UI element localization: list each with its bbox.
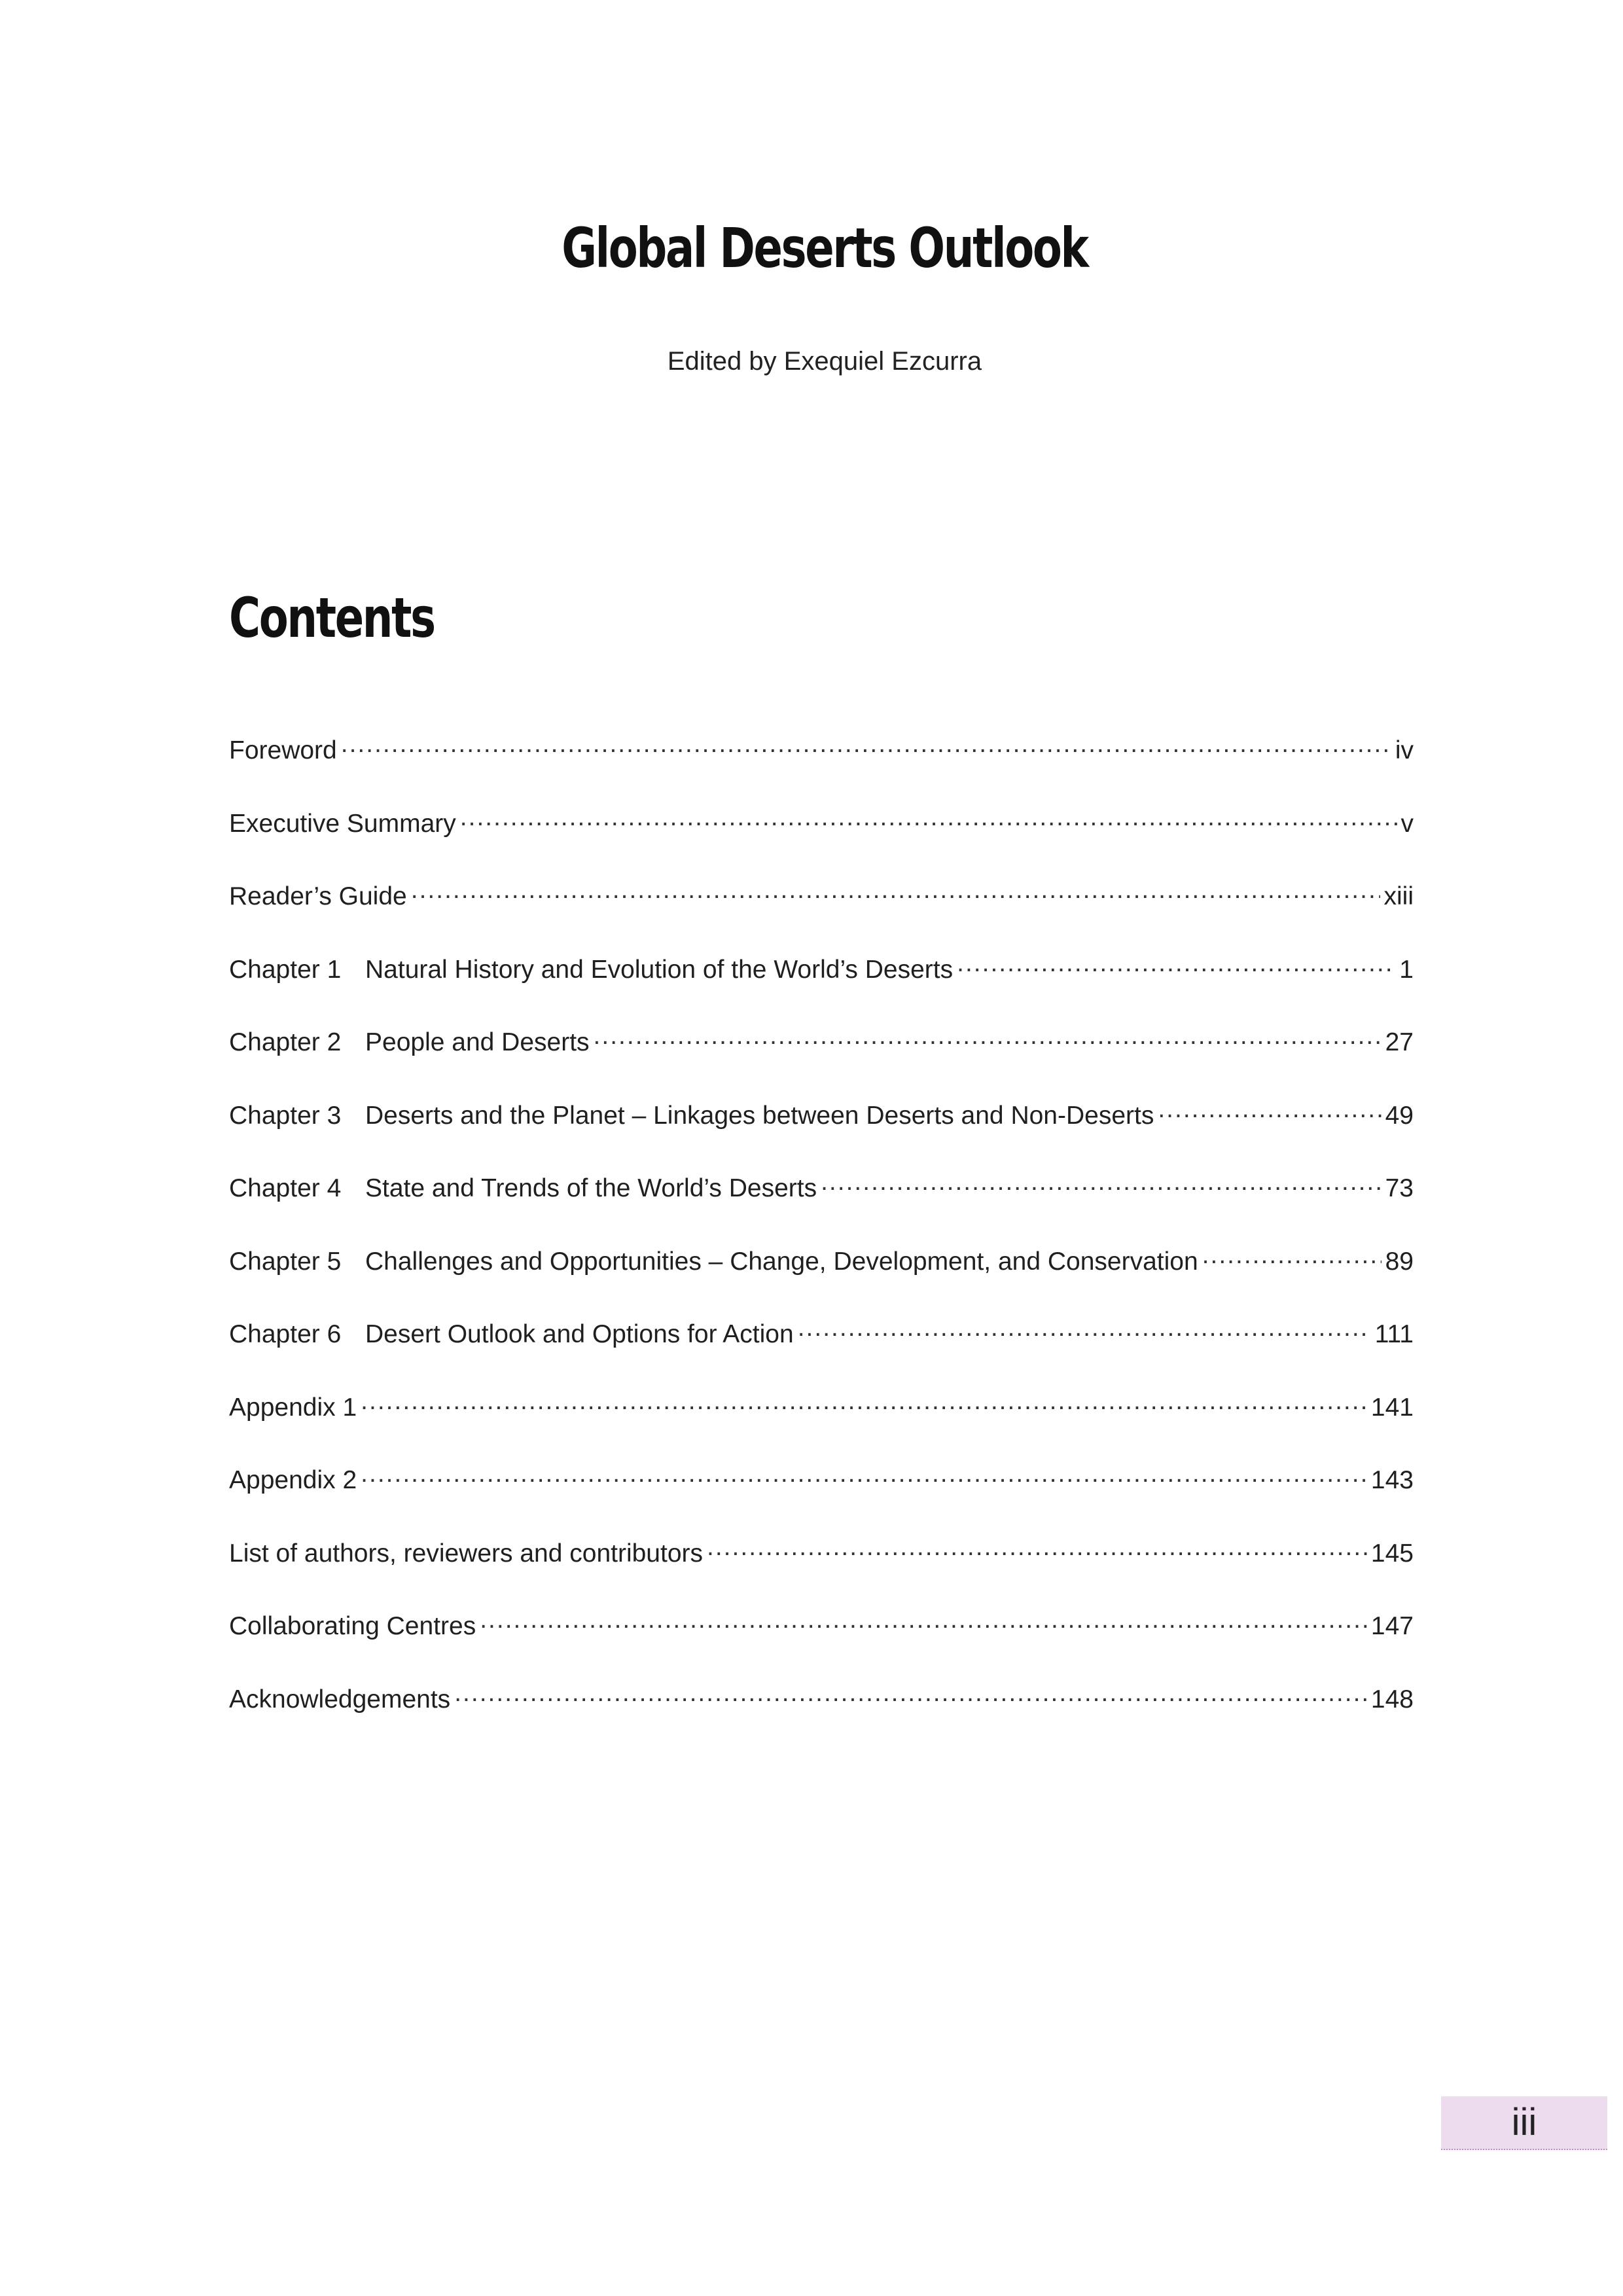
toc-chapter-number: Chapter 1 xyxy=(229,955,342,984)
toc-entry-appendix-1[interactable] xyxy=(229,1390,1414,1463)
toc-entry-page: 49 xyxy=(1385,1101,1414,1130)
toc-chapter-number: Chapter 5 xyxy=(229,1247,342,1276)
toc-entry-chapter-1[interactable] xyxy=(229,952,1414,1026)
toc-chapter-number: Chapter 6 xyxy=(229,1320,342,1348)
dot-leader xyxy=(798,1317,1371,1342)
book-title: Global Deserts Outlook xyxy=(562,216,1088,280)
toc-entry-title: Collaborating Centres xyxy=(229,1612,476,1640)
page-number: iii xyxy=(1511,2101,1537,2144)
toc-entry-chapter-3[interactable] xyxy=(229,1098,1414,1172)
dot-leader xyxy=(594,1025,1382,1050)
editor-credit: Edited by Exequiel Ezcurra xyxy=(667,347,982,376)
toc-entry-title: Reader’s Guide xyxy=(229,882,407,910)
dot-leader xyxy=(454,1682,1367,1708)
toc-entry-page: xiii xyxy=(1383,882,1414,910)
toc-entry-appendix-2[interactable] xyxy=(229,1463,1414,1536)
toc-entry-readers-guide[interactable] xyxy=(229,879,1414,952)
toc-entry-page: 73 xyxy=(1385,1174,1414,1202)
toc-entry-title: List of authors, reviewers and contributors xyxy=(229,1539,704,1568)
toc-entry-page: 148 xyxy=(1370,1685,1414,1713)
toc-entry-executive-summary[interactable] xyxy=(229,806,1414,880)
toc-entry-page: v xyxy=(1400,809,1414,838)
toc-entry-list-of-authors[interactable] xyxy=(229,1536,1414,1609)
toc-entry-foreword[interactable] xyxy=(229,733,1414,806)
table-of-contents xyxy=(229,733,1414,1755)
toc-entry-page: 141 xyxy=(1370,1393,1414,1422)
toc-entry-title: Appendix 2 xyxy=(229,1466,357,1494)
toc-entry-page: 27 xyxy=(1385,1028,1414,1056)
toc-entry-acknowledgements[interactable] xyxy=(229,1682,1414,1755)
toc-entry-title: Deserts and the Planet – Linkages between Deserts and Non-Deserts xyxy=(365,1101,1154,1130)
toc-entry-page: 147 xyxy=(1370,1612,1414,1640)
toc-chapter-number: Chapter 3 xyxy=(229,1101,342,1130)
toc-entry-title: State and Trends of the World’s Deserts xyxy=(365,1174,817,1202)
dot-leader xyxy=(460,806,1397,832)
toc-entry-title: Desert Outlook and Options for Action xyxy=(365,1320,794,1348)
toc-entry-page: iv xyxy=(1395,736,1414,764)
dot-leader xyxy=(1202,1244,1382,1270)
toc-entry-title: Natural History and Evolution of the World’s Deserts xyxy=(365,955,954,984)
toc-entry-chapter-4[interactable] xyxy=(229,1171,1414,1244)
dot-leader xyxy=(707,1536,1367,1562)
toc-entry-chapter-5[interactable] xyxy=(229,1244,1414,1318)
toc-entry-page: 111 xyxy=(1374,1320,1414,1348)
toc-entry-page: 1 xyxy=(1399,955,1414,984)
toc-entry-collaborating-centres[interactable] xyxy=(229,1609,1414,1682)
toc-chapter-number: Chapter 4 xyxy=(229,1174,342,1202)
toc-entry-title: Challenges and Opportunities – Change, Development, and Conservation xyxy=(365,1247,1198,1276)
toc-entry-chapter-2[interactable] xyxy=(229,1025,1414,1098)
dot-leader xyxy=(480,1609,1367,1634)
toc-entry-chapter-6[interactable] xyxy=(229,1317,1414,1390)
dot-leader xyxy=(1158,1098,1381,1124)
dot-leader xyxy=(361,1390,1367,1416)
toc-entry-page: 143 xyxy=(1370,1466,1414,1494)
toc-entry-page: 145 xyxy=(1370,1539,1414,1568)
dot-leader xyxy=(341,733,1391,759)
toc-entry-title: Acknowledgements xyxy=(229,1685,451,1713)
toc-entry-page: 89 xyxy=(1385,1247,1414,1276)
toc-entry-title: People and Deserts xyxy=(365,1028,590,1056)
dot-leader xyxy=(957,952,1395,978)
contents-heading: Contents xyxy=(229,586,435,650)
toc-entry-title: Executive Summary xyxy=(229,809,456,838)
toc-entry-title: Appendix 1 xyxy=(229,1393,357,1422)
dot-leader xyxy=(361,1463,1367,1488)
page-number-tab xyxy=(1441,2096,1607,2150)
toc-entry-title: Foreword xyxy=(229,736,337,764)
toc-chapter-number: Chapter 2 xyxy=(229,1028,342,1056)
dot-leader xyxy=(411,879,1380,905)
dot-leader xyxy=(821,1171,1382,1196)
